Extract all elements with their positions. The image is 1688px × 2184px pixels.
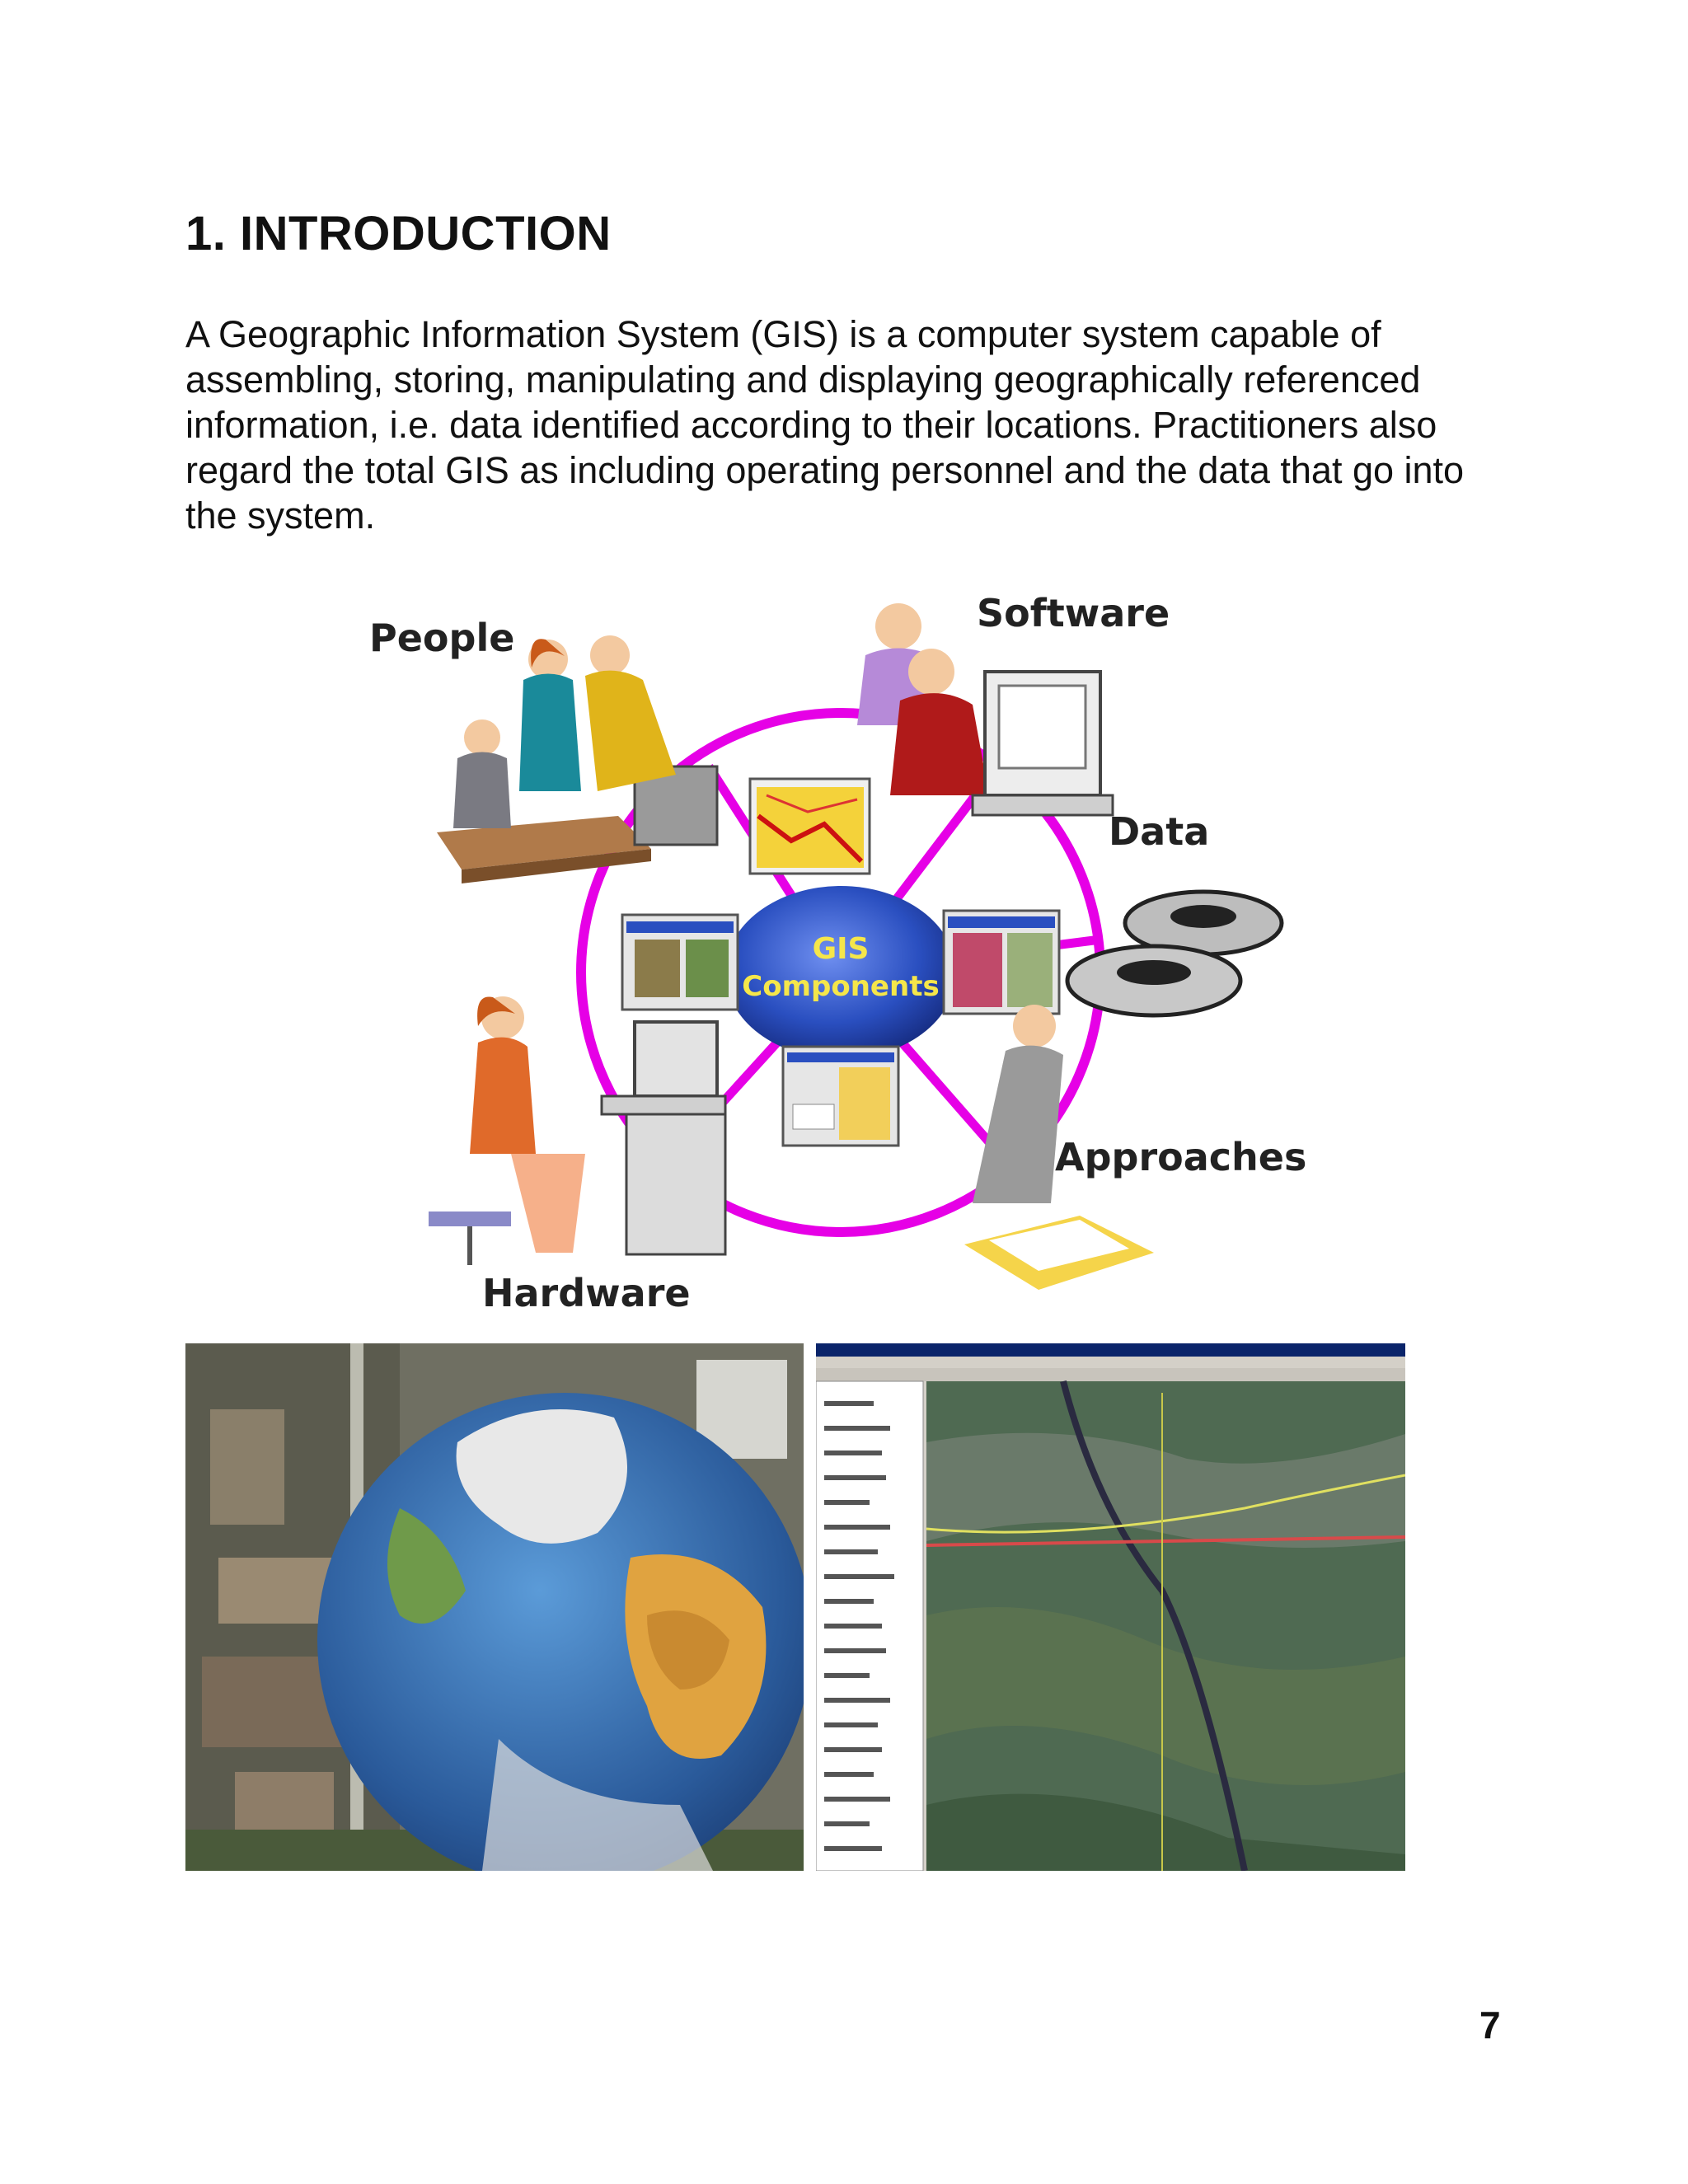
- hardware-illustration: [429, 996, 725, 1265]
- gis-components-diagram: [363, 577, 1335, 1335]
- hub-label-gis: GIS: [812, 932, 870, 966]
- globe-aerial-image: [185, 1343, 804, 1871]
- hub-label-components: Components: [742, 970, 940, 1003]
- map-thumbnail-bottom: [783, 1047, 898, 1146]
- people-illustration: [437, 635, 717, 883]
- map-thumbnail-left: [622, 915, 738, 1010]
- label-people: People: [369, 616, 515, 660]
- map-thumbnail-top: [750, 779, 870, 874]
- map-thumbnail-right: [944, 911, 1059, 1014]
- label-software: Software: [977, 591, 1170, 635]
- section-heading: 1. INTRODUCTION: [185, 207, 612, 260]
- label-approaches: Approaches: [1055, 1135, 1307, 1179]
- page-number: 7: [1479, 2004, 1501, 2046]
- gis-software-screenshot: [816, 1343, 1405, 1871]
- data-disks-illustration: [1067, 892, 1282, 1015]
- label-data: Data: [1109, 809, 1210, 854]
- intro-paragraph: A Geographic Information System (GIS) is a computer system capable of assembling, storing, manipulating and displaying geographically referenced information, i.e. data identified according to their locations. Practitioners also regard the total GIS as including operating personnel and the data that go into the system.: [185, 313, 1465, 537]
- label-hardware: Hardware: [482, 1271, 691, 1315]
